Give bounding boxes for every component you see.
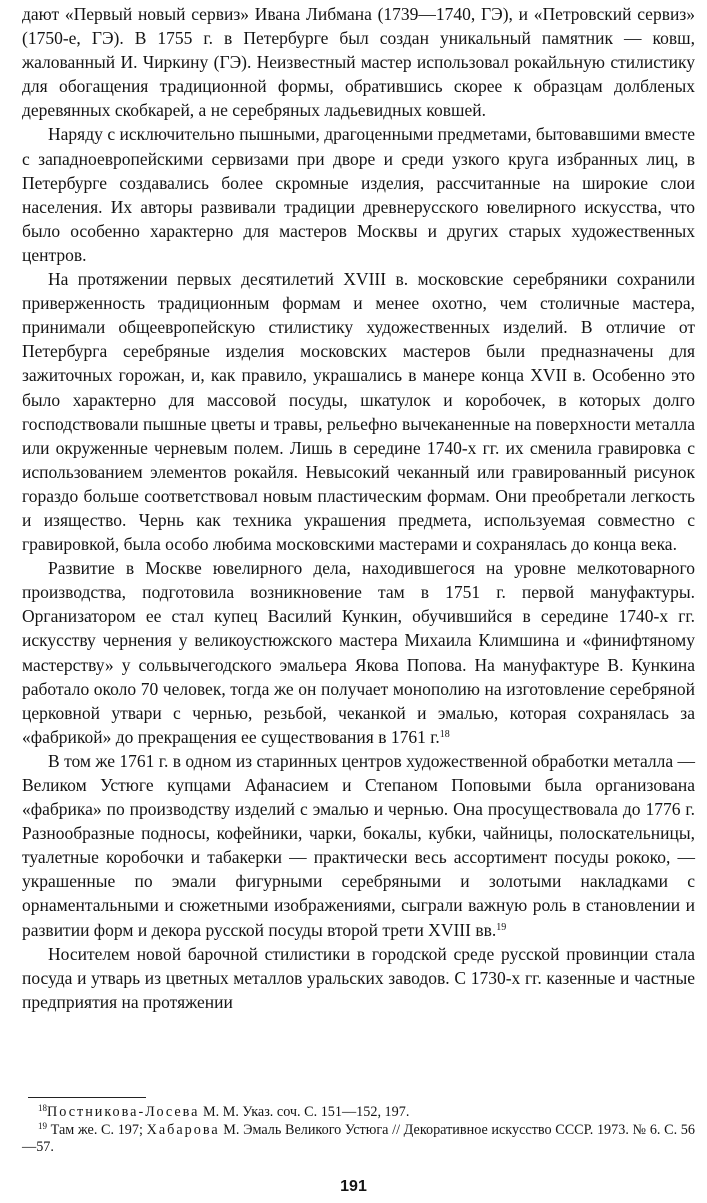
footnote-19-prefix: Там же. С. 197; [47,1121,147,1138]
footnote-19-author: Хабарова [146,1121,220,1138]
paragraph-1: дают «Первый новый сервиз» Ивана Либмана (1739—1740, ГЭ), и «Петровский сервиз» (1750-е, ГЭ). В 1755 г. в Петербурге был создан уникальный памятник — ковш, жалованный И. Чиркину (ГЭ). Неизвестный мастер использовал рокайльную стилистику для обогащения традиционной формы, обратившись скорее к образцам долбленых деревянных скобкарей, а не серебряных ладьевидных ковшей. [22,4,695,121]
page-number: 191 [340,1178,367,1195]
footnote-18-author: Постникова-Лосева [47,1104,200,1120]
footnote-18-number: 18 [38,1103,47,1113]
footnote-18 [22,1104,695,1122]
footnote-18-text: М. М. Указ. соч. С. 151—152, 197. [199,1104,410,1120]
footnote-ref-19: 19 [496,921,507,933]
paragraph-5-text: В том же 1761 г. в одном из старинных центров художественной обработки металла — Великом Устюге купцами Афанасием и Степаном Поповыми была организована «фабрика» по производству изделий с эмалью и чернью. Она просуществовала до 1776 г. Разнообразные подносы, кофейники, чарки, бокалы, кубки, чайницы, полоскательницы, туалетные коробочки и табакерки — практически весь ассортимент посуды рококо, — украшенные по эмали фигурными серебряными и золотыми накладками с орнаментальными и сюжетными изображениями, сыграли важную роль в становлении и развитии форм и декора русской посуды второй трети XVIII вв. [22,750,695,940]
main-text [22,2,695,1014]
footnote-19-text: М. Эмаль Великого Устюга // Декоративное искусство СССР. 1973. № 6. С. 56—57. [22,1121,695,1155]
paragraph-2: Наряду с исключительно пышными, драгоценными предметами, бытовавшими вместе с западноевропейскими сервизами при дворе и среди узкого круга избранных лиц, в Петербурге создавались более скромные изделия, рассчитанные на широкие слои населения. Их авторы развивали традиции древнерусского ювелирного искусства, что было особенно характерно для мастеров Москвы и других старых художественных центров. [22,124,695,265]
footnotes [22,1104,695,1157]
paragraph-5 [22,749,695,942]
paragraph-4-text: Развитие в Москве ювелирного дела, находившегося на уровне мелкотоварного производства, подготовила возникновение там в 1751 г. первой мануфактуры. Организатором ее стал купец Василий Кункин, обучившийся в середине 1740-х гг. искусству чернения у великоустюжского мастера Михаила Климшина и «финифтяному мастерству» у сольвычегодского эмальера Якова Попова. На мануфактуре В. Кункина работало около 70 человек, тогда же он получает монополию на изготовление серебряной церковной утвари с чернью, резьбой, чеканкой и эмалью, которая сохранялась за «фабрикой» до прекращения ее существования в 1761 г. [22,558,695,747]
paragraph-3: На протяжении первых десятилетий XVIII в. московские серебряники сохранили приверженность традиционным формам и менее охотно, чем столичные мастера, принимали общеевропейскую стилистику художественных изделий. В отличие от Петербурга серебряные изделия московских мастеров были предназначены для зажиточных горожан, и, как правило, украшались в манере конца XVII в. Особенно это было характерно для массовой посуды, шкатулок и коробочек, в которых долго господствовали пышные цветы и травы, рельефно вычеканенные на поверхности металла или окруженные черневым полем. Лишь в середине 1740-х гг. их сменила гравировка с использованием элементов рокайля. Невысокий чеканный или гравированный рисунок гораздо больше соответствовал новым пластическим формам. Они преобретали легкость и изящество. Чернь как техника украшения предмета, используемая совместно с гравировкой, была особо любима московскими мастерами и сохранялась до конца века. [22,269,695,555]
footnote-19 [22,1122,695,1157]
paragraph-4 [22,556,695,749]
footnote-ref-18: 18 [439,728,450,740]
footnote-19-number: 19 [38,1120,47,1131]
footnote-divider [28,1097,146,1098]
paragraph-6: Носителем новой барочной стилистики в городской среде русской провинции стала посуда и утварь из цветных металлов уральских заводов. С 1730-х гг. казенные и частные предприятия на протяжении [22,943,695,1012]
